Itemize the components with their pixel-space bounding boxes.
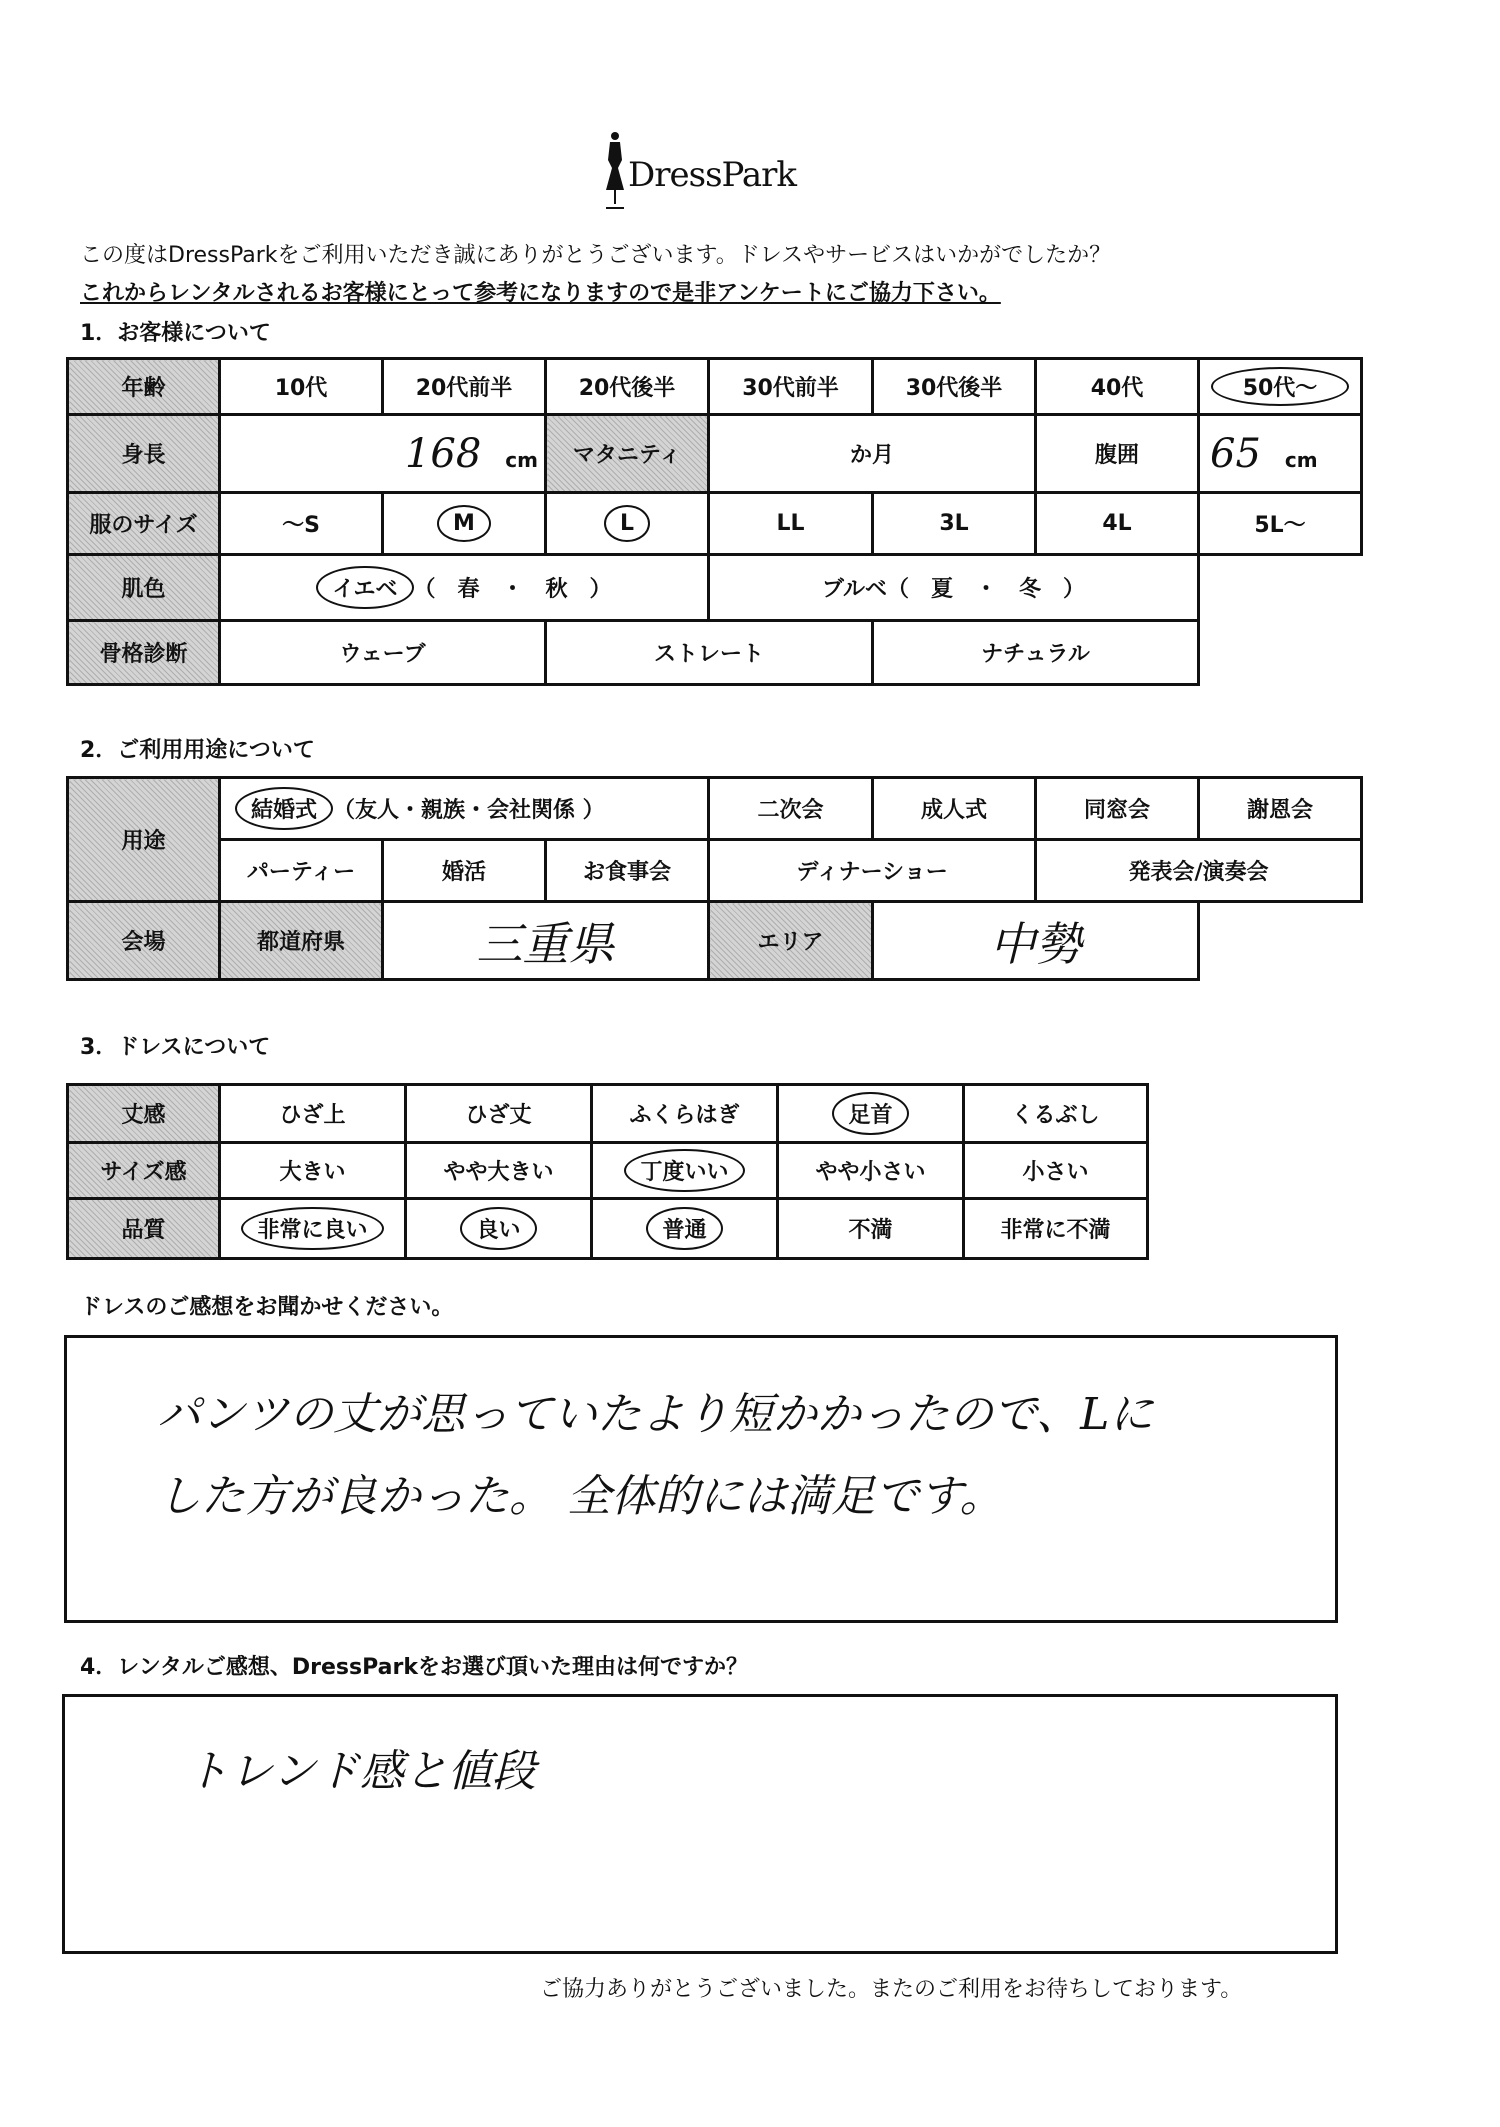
size-option[interactable]: LL <box>709 493 873 555</box>
fit-option[interactable]: やや小さい <box>778 1143 964 1199</box>
age-row <box>68 359 1362 415</box>
purpose-row-2 <box>68 840 1362 902</box>
age-option[interactable]: 30代後半 <box>873 359 1036 415</box>
fit-label: サイズ感 <box>68 1143 220 1199</box>
selection-circle: 非常に良い <box>241 1207 383 1250</box>
quality-option-selected[interactable] <box>406 1199 592 1259</box>
skin-blue-sub: （ 夏 ・ 冬 ） <box>887 577 1086 602</box>
size-row <box>68 493 1362 555</box>
age-option[interactable]: 30代前半 <box>709 359 873 415</box>
logo-wordmark: DressPark <box>628 155 797 195</box>
quality-option-selected[interactable] <box>592 1199 778 1259</box>
frame-row <box>68 621 1362 685</box>
purpose-option[interactable]: ディナーショー <box>709 840 1036 902</box>
length-option[interactable]: くるぶし <box>964 1085 1148 1143</box>
age-option[interactable]: 10代 <box>220 359 383 415</box>
waist-label: 腹囲 <box>1036 415 1199 493</box>
area-field[interactable] <box>873 902 1199 980</box>
purpose-label: 用途 <box>68 778 220 902</box>
intro-line-1: この度はDressParkをご利用いただき誠にありがとうございます。ドレスやサービスはいかがでしたか？ <box>80 243 1112 268</box>
purpose-option[interactable]: 発表会/演奏会 <box>1036 840 1362 902</box>
selection-circle: M <box>437 505 491 542</box>
dresspark-logo <box>600 125 830 215</box>
age-option[interactable]: 20代前半 <box>383 359 546 415</box>
waist-unit: cm <box>1284 447 1318 472</box>
size-option-selected[interactable] <box>383 493 546 555</box>
age-label: 年齢 <box>68 359 220 415</box>
purpose-option[interactable]: 二次会 <box>709 778 873 840</box>
height-label: 身長 <box>68 415 220 493</box>
length-option[interactable]: ひざ丈 <box>406 1085 592 1143</box>
prefecture-value: 三重県 <box>476 916 615 971</box>
dress-form-icon <box>600 130 630 210</box>
section-4-title: 4．レンタルご感想、DressParkをお選び頂いた理由は何ですか？ <box>80 1655 748 1680</box>
quality-option[interactable]: 不満 <box>778 1199 964 1259</box>
fit-option-selected[interactable] <box>592 1143 778 1199</box>
age-option-selected[interactable] <box>1199 359 1362 415</box>
purpose-option[interactable]: パーティー <box>220 840 383 902</box>
size-label: 服のサイズ <box>68 493 220 555</box>
length-option[interactable]: ひざ上 <box>220 1085 406 1143</box>
reason-answer: トレンド感と値段 <box>185 1746 536 1797</box>
waist-value: 65 <box>1210 430 1261 477</box>
frame-label: 骨格診断 <box>68 621 220 685</box>
thank-you-footer: ご協力ありがとうございました。またのご利用をお待ちしております。 <box>540 1977 1243 2002</box>
fit-row <box>68 1143 1148 1199</box>
skin-blue-option[interactable] <box>709 555 1199 621</box>
fit-option[interactable]: 大きい <box>220 1143 406 1199</box>
impression-textarea[interactable] <box>64 1335 1338 1623</box>
purpose-option[interactable]: 謝恩会 <box>1199 778 1362 840</box>
height-row <box>68 415 1362 493</box>
size-option[interactable]: 5L〜 <box>1199 493 1362 555</box>
quality-option[interactable]: 非常に不満 <box>964 1199 1148 1259</box>
age-option[interactable]: 40代 <box>1036 359 1199 415</box>
frame-option[interactable]: ストレート <box>546 621 873 685</box>
area-label: エリア <box>709 902 873 980</box>
length-label: 丈感 <box>68 1085 220 1143</box>
selection-circle: 良い <box>460 1207 536 1250</box>
section-2-title: 2．ご利用用途について <box>80 738 315 763</box>
section-3-title: 3．ドレスについて <box>80 1035 271 1060</box>
wedding-sub: （友人・親族・会社関係 ） <box>333 798 605 823</box>
size-option[interactable]: 4L <box>1036 493 1199 555</box>
dress-table <box>66 1083 1149 1260</box>
wedding-option[interactable] <box>220 778 709 840</box>
prefecture-field[interactable] <box>383 902 709 980</box>
length-row <box>68 1085 1148 1143</box>
maternity-field[interactable] <box>709 415 1036 493</box>
purpose-row-1 <box>68 778 1362 840</box>
quality-label: 品質 <box>68 1199 220 1259</box>
size-option[interactable]: 3L <box>873 493 1036 555</box>
purpose-table <box>66 776 1363 981</box>
length-option[interactable]: ふくらはぎ <box>592 1085 778 1143</box>
impression-line-2: した方が良かった。 全体的には満足です。 <box>157 1471 1004 1522</box>
prefecture-label: 都道府県 <box>220 902 383 980</box>
section-1-title: 1．お客様について <box>80 321 271 346</box>
size-option[interactable]: 〜S <box>220 493 383 555</box>
skin-blue-label: ブルベ <box>821 577 888 602</box>
fit-option[interactable]: 小さい <box>964 1143 1148 1199</box>
area-value: 中勢 <box>989 916 1082 971</box>
fit-option[interactable]: やや大きい <box>406 1143 592 1199</box>
selection-circle: イエベ <box>316 566 413 609</box>
frame-option[interactable]: ウェーブ <box>220 621 546 685</box>
selection-circle: 普通 <box>646 1207 722 1250</box>
selection-circle: 50代〜 <box>1211 367 1350 406</box>
skin-yellow-sub: （ 春 ・ 秋 ） <box>413 577 612 602</box>
selection-circle: 丁度いい <box>624 1149 744 1192</box>
age-option[interactable]: 20代後半 <box>546 359 709 415</box>
skin-label: 肌色 <box>68 555 220 621</box>
skin-yellow-option[interactable] <box>220 555 709 621</box>
purpose-option[interactable]: 成人式 <box>873 778 1036 840</box>
venue-label: 会場 <box>68 902 220 980</box>
length-option-selected[interactable] <box>778 1085 964 1143</box>
reason-textarea[interactable] <box>62 1694 1338 1954</box>
skin-row <box>68 555 1362 621</box>
selection-circle: 足首 <box>832 1092 908 1135</box>
selection-circle: L <box>604 505 650 542</box>
height-field[interactable] <box>220 415 546 493</box>
impression-title: ドレスのご感想をお聞かせください。 <box>80 1295 454 1320</box>
impression-line-1: パンツの丈が思っていたより短かかったので、Lに <box>157 1389 1154 1440</box>
frame-option[interactable]: ナチュラル <box>873 621 1199 685</box>
size-option-selected[interactable] <box>546 493 709 555</box>
height-value: 168 <box>404 430 482 477</box>
height-unit: cm <box>505 447 538 472</box>
purpose-option[interactable]: 婚活 <box>383 840 546 902</box>
quality-option-selected[interactable] <box>220 1199 406 1259</box>
maternity-label: マタニティ <box>546 415 709 493</box>
venue-row <box>68 902 1362 980</box>
selection-circle: 結婚式 <box>235 787 333 830</box>
customer-table <box>66 357 1363 686</box>
intro-line-2: これからレンタルされるお客様にとって参考になりますので是非アンケートにご協力下さい。 <box>80 281 1001 306</box>
purpose-option[interactable]: 同窓会 <box>1036 778 1199 840</box>
waist-field[interactable] <box>1199 415 1362 493</box>
maternity-unit: か月 <box>849 443 894 468</box>
purpose-option[interactable]: お食事会 <box>546 840 709 902</box>
quality-row <box>68 1199 1148 1259</box>
